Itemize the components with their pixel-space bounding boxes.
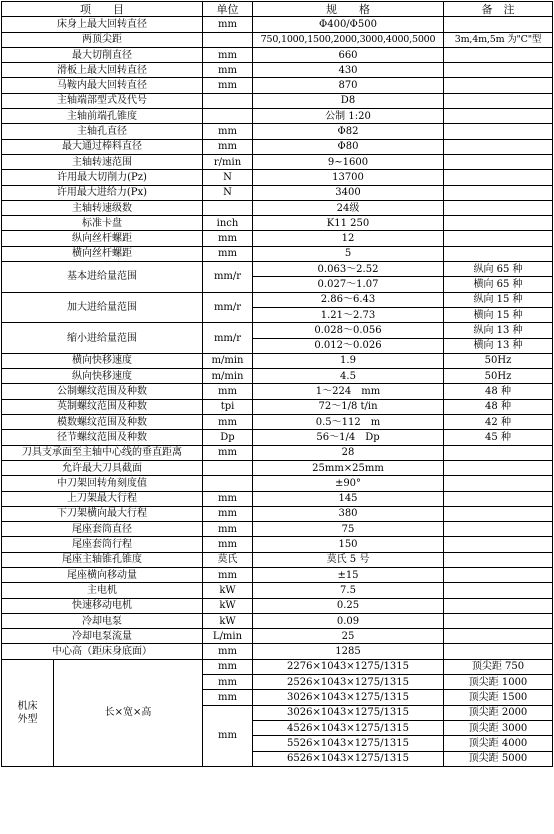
note-cell: [444, 644, 553, 659]
item-cell: 标准卡盘: [2, 216, 203, 231]
note-cell: [444, 78, 553, 93]
note-cell: [444, 460, 553, 475]
spec-cell: 莫氏 5 号: [253, 552, 444, 567]
unit-cell: mm: [203, 246, 253, 261]
spec-cell: 72～1/8 t/in: [253, 399, 444, 414]
spec-cell: 6526×1043×1275/1315: [253, 751, 444, 766]
unit-cell: mm: [203, 139, 253, 154]
note-cell: [444, 170, 553, 185]
unit-cell: [203, 109, 253, 124]
table-row: [2, 170, 553, 185]
note-cell: [444, 246, 553, 261]
table-row: [2, 644, 553, 659]
table-row: [2, 613, 553, 628]
unit-cell: mm: [203, 231, 253, 246]
note-cell: 顶尖距 750: [444, 659, 553, 674]
table-row: [2, 154, 553, 169]
item-cell: 上刀架最大行程: [2, 491, 203, 506]
note-cell: 48 种: [444, 399, 553, 414]
item-cell: 许用最大切削力(Pz): [2, 170, 203, 185]
note-cell: [444, 445, 553, 460]
table-row: [2, 552, 553, 567]
item-cell: 纵向快移速度: [2, 369, 203, 384]
table-row: [2, 17, 553, 32]
item-cell: 马鞍内最大回转直径: [2, 78, 203, 93]
item-cell: 主轴转速范围: [2, 154, 203, 169]
item-cell: 横向快移速度: [2, 353, 203, 368]
table-row: [2, 522, 553, 537]
unit-cell: r/min: [203, 154, 253, 169]
table-row: [2, 32, 553, 47]
note-cell: 48 种: [444, 384, 553, 399]
unit-cell: [203, 200, 253, 215]
unit-cell: m/min: [203, 353, 253, 368]
unit-cell: Dp: [203, 430, 253, 445]
spec-cell: 0.25: [253, 598, 444, 613]
unit-cell: mm: [203, 63, 253, 78]
note-cell: [444, 491, 553, 506]
note-cell: [444, 63, 553, 78]
item-cell: 中心高（距床身底面）: [2, 644, 203, 659]
unit-cell: mm: [203, 415, 253, 430]
unit-cell: mm: [203, 567, 253, 582]
note-cell: [444, 613, 553, 628]
item-cell: 尾座横向移动量: [2, 567, 203, 582]
unit-cell: mm: [203, 659, 253, 674]
note-cell: 横向 65 种: [444, 277, 553, 292]
item-cell: 主轴端部型式及代号: [2, 93, 203, 108]
note-cell: 顶尖距 3000: [444, 720, 553, 735]
spec-cell: 2.86～6.43: [253, 292, 444, 307]
table-row: [2, 384, 553, 399]
spec-cell: 5526×1043×1275/1315: [253, 736, 444, 751]
table-row: [2, 246, 553, 261]
note-cell: 横向 15 种: [444, 307, 553, 322]
table-row: [2, 292, 553, 307]
header-note: 备 注: [444, 2, 553, 17]
spec-cell: Φ82: [253, 124, 444, 139]
note-cell: [444, 629, 553, 644]
spec-cell: 0.063～2.52: [253, 262, 444, 277]
note-cell: 45 种: [444, 430, 553, 445]
note-cell: [444, 583, 553, 598]
item-cell: 尾座套筒行程: [2, 537, 203, 552]
spec-cell: 750,1000,1500,2000,3000,4000,5000: [253, 32, 444, 47]
unit-cell: L/min: [203, 629, 253, 644]
spec-cell: 12: [253, 231, 444, 246]
unit-cell: tpi: [203, 399, 253, 414]
note-cell: [444, 231, 553, 246]
unit-cell: mm: [203, 17, 253, 32]
unit-cell: mm: [203, 522, 253, 537]
spec-cell: 9~1600: [253, 154, 444, 169]
table-row: [2, 216, 553, 231]
item-cell: 主电机: [2, 583, 203, 598]
note-cell: 50Hz: [444, 369, 553, 384]
note-cell: [444, 47, 553, 62]
table-row: [2, 185, 553, 200]
spec-cell: D8: [253, 93, 444, 108]
note-cell: [444, 109, 553, 124]
unit-cell: mm: [203, 705, 253, 766]
unit-cell: mm: [203, 124, 253, 139]
unit-cell: N: [203, 170, 253, 185]
spec-cell: 28: [253, 445, 444, 460]
note-cell: 顶尖距 1000: [444, 675, 553, 690]
note-cell: [444, 139, 553, 154]
table-row: [2, 491, 553, 506]
item-cell: 纵向丝杆螺距: [2, 231, 203, 246]
note-cell: 42 种: [444, 415, 553, 430]
spec-cell: 25: [253, 629, 444, 644]
note-cell: [444, 598, 553, 613]
unit-cell: kW: [203, 583, 253, 598]
spec-cell: 1285: [253, 644, 444, 659]
spec-cell: 2276×1043×1275/1315: [253, 659, 444, 674]
note-cell: 顶尖距 4000: [444, 736, 553, 751]
spec-table-body: [2, 2, 553, 767]
table-row: [2, 139, 553, 154]
header-unit: 单位: [203, 2, 253, 17]
item-cell: 加大进给量范围: [2, 292, 203, 323]
unit-cell: N: [203, 185, 253, 200]
note-cell: [444, 216, 553, 231]
unit-cell: mm/r: [203, 292, 253, 323]
spec-cell: ±15: [253, 567, 444, 582]
spec-cell: ±90°: [253, 476, 444, 491]
unit-cell: mm: [203, 47, 253, 62]
note-cell: [444, 567, 553, 582]
spec-cell: 870: [253, 78, 444, 93]
note-cell: [444, 185, 553, 200]
spec-cell: 公制 1:20: [253, 109, 444, 124]
note-cell: [444, 17, 553, 32]
item-cell: 最大切削直径: [2, 47, 203, 62]
item-cell: 刀具支承面至主轴中心线的垂直距离: [2, 445, 203, 460]
item-cell: 下刀架横向最大行程: [2, 506, 203, 521]
spec-cell: 0.5～112 m: [253, 415, 444, 430]
unit-cell: mm/r: [203, 323, 253, 354]
spec-cell: 150: [253, 537, 444, 552]
spec-cell: 2526×1043×1275/1315: [253, 675, 444, 690]
note-cell: [444, 154, 553, 169]
spec-cell: 430: [253, 63, 444, 78]
spec-cell: 0.028～0.056: [253, 323, 444, 338]
spec-cell: 0.09: [253, 613, 444, 628]
item-cell: 模数螺纹范围及种数: [2, 415, 203, 430]
table-row: [2, 93, 553, 108]
table-row: [2, 231, 553, 246]
group-label-cell: 机床外型: [2, 659, 54, 766]
spec-cell: 3026×1043×1275/1315: [253, 690, 444, 705]
item-cell: 床身上最大回转直径: [2, 17, 203, 32]
unit-cell: inch: [203, 216, 253, 231]
spec-table: [1, 1, 553, 767]
note-cell: 纵向 65 种: [444, 262, 553, 277]
dimension-label-cell: 长×宽×高: [54, 659, 203, 766]
unit-cell: [203, 460, 253, 475]
unit-cell: kW: [203, 598, 253, 613]
spec-cell: 1.9: [253, 353, 444, 368]
spec-cell: 75: [253, 522, 444, 537]
spec-cell: K11 250: [253, 216, 444, 231]
spec-cell: 1.21～2.73: [253, 307, 444, 322]
spec-cell: 13700: [253, 170, 444, 185]
unit-cell: mm: [203, 491, 253, 506]
table-row: [2, 262, 553, 277]
unit-cell: 莫氏: [203, 552, 253, 567]
unit-cell: mm: [203, 445, 253, 460]
note-cell: 横向 13 种: [444, 338, 553, 353]
item-cell: 冷却电泵流量: [2, 629, 203, 644]
spec-cell: 0.012～0.026: [253, 338, 444, 353]
item-cell: 主轴孔直径: [2, 124, 203, 139]
item-cell: 两顶尖距: [2, 32, 203, 47]
table-row: [2, 629, 553, 644]
spec-cell: 145: [253, 491, 444, 506]
note-cell: 3m,4m,5m 为"C"型: [444, 32, 553, 47]
item-cell: 尾座套筒直径: [2, 522, 203, 537]
note-cell: 顶尖距 5000: [444, 751, 553, 766]
note-cell: 纵向 13 种: [444, 323, 553, 338]
table-row: [2, 369, 553, 384]
spec-cell: Φ400/Φ500: [253, 17, 444, 32]
table-row: [2, 415, 553, 430]
item-cell: 横向丝杆螺距: [2, 246, 203, 261]
unit-cell: [203, 32, 253, 47]
table-row: [2, 506, 553, 521]
spec-cell: 25mm×25mm: [253, 460, 444, 475]
note-cell: 顶尖距 1500: [444, 690, 553, 705]
item-cell: 公制螺纹范围及种数: [2, 384, 203, 399]
table-row: [2, 537, 553, 552]
unit-cell: mm: [203, 690, 253, 705]
item-cell: 缩小进给量范围: [2, 323, 203, 354]
spec-cell: 5: [253, 246, 444, 261]
table-row: [2, 476, 553, 491]
note-cell: [444, 124, 553, 139]
item-cell: 尾座主轴锥孔锥度: [2, 552, 203, 567]
note-cell: [444, 552, 553, 567]
unit-cell: [203, 93, 253, 108]
spec-cell: 7.5: [253, 583, 444, 598]
header-row: [2, 2, 553, 17]
item-cell: 快速移动电机: [2, 598, 203, 613]
table-row: [2, 583, 553, 598]
table-row: [2, 78, 553, 93]
table-row: [2, 63, 553, 78]
table-row: [2, 659, 553, 674]
table-row: [2, 323, 553, 338]
table-row: [2, 200, 553, 215]
note-cell: 50Hz: [444, 353, 553, 368]
spec-cell: 380: [253, 506, 444, 521]
note-cell: [444, 506, 553, 521]
note-cell: [444, 537, 553, 552]
spec-cell: 24级: [253, 200, 444, 215]
table-row: [2, 353, 553, 368]
item-cell: 中刀架回转角刻度值: [2, 476, 203, 491]
table-row: [2, 567, 553, 582]
item-cell: 滑板上最大回转直径: [2, 63, 203, 78]
header-spec: 规 格: [253, 2, 444, 17]
spec-cell: 1～224 mm: [253, 384, 444, 399]
note-cell: [444, 476, 553, 491]
unit-cell: mm: [203, 644, 253, 659]
item-cell: 基本进给量范围: [2, 262, 203, 293]
item-cell: 英制螺纹范围及种数: [2, 399, 203, 414]
note-cell: 顶尖距 2000: [444, 705, 553, 720]
unit-cell: mm: [203, 675, 253, 690]
spec-cell: 4.5: [253, 369, 444, 384]
spec-cell: 3400: [253, 185, 444, 200]
spec-cell: 660: [253, 47, 444, 62]
table-row: [2, 460, 553, 475]
item-cell: 主轴转速级数: [2, 200, 203, 215]
item-cell: 冷却电泵: [2, 613, 203, 628]
spec-cell: 3026×1043×1275/1315: [253, 705, 444, 720]
unit-cell: mm: [203, 78, 253, 93]
table-row: [2, 47, 553, 62]
note-cell: [444, 200, 553, 215]
spec-cell: 4526×1043×1275/1315: [253, 720, 444, 735]
spec-cell: Φ80: [253, 139, 444, 154]
item-cell: 主轴前端孔锥度: [2, 109, 203, 124]
table-row: [2, 124, 553, 139]
spec-cell: 0.027～1.07: [253, 277, 444, 292]
unit-cell: kW: [203, 613, 253, 628]
item-cell: 许用最大进给力(Px): [2, 185, 203, 200]
table-row: [2, 399, 553, 414]
unit-cell: mm: [203, 506, 253, 521]
item-cell: 最大通过棒料直径: [2, 139, 203, 154]
table-row: [2, 430, 553, 445]
unit-cell: m/min: [203, 369, 253, 384]
unit-cell: mm: [203, 384, 253, 399]
table-row: [2, 109, 553, 124]
note-cell: [444, 93, 553, 108]
item-cell: 径节螺纹范围及种数: [2, 430, 203, 445]
spec-cell: 56～1/4 Dp: [253, 430, 444, 445]
unit-cell: mm/r: [203, 262, 253, 293]
table-row: [2, 598, 553, 613]
header-item: 项 目: [2, 2, 203, 17]
note-cell: [444, 522, 553, 537]
item-cell: 允许最大刀具截面: [2, 460, 203, 475]
table-row: [2, 445, 553, 460]
unit-cell: [203, 476, 253, 491]
unit-cell: mm: [203, 537, 253, 552]
note-cell: 纵向 15 种: [444, 292, 553, 307]
